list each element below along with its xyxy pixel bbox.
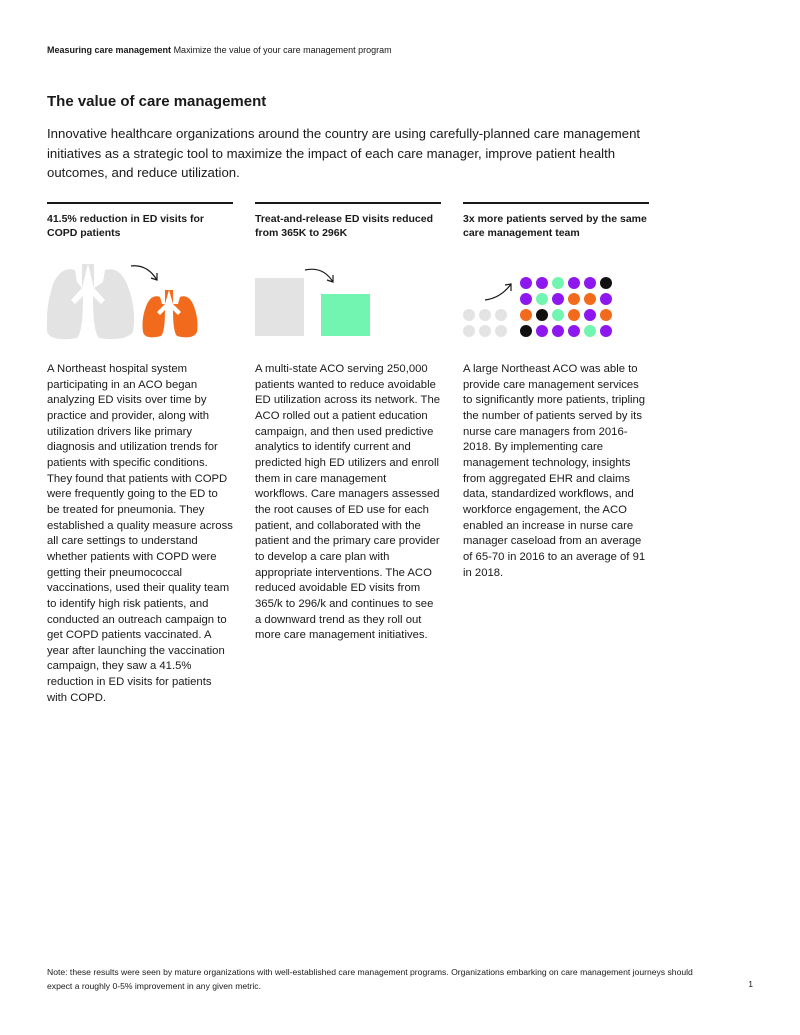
header-section: Measuring care management	[47, 45, 172, 55]
section-title: The value of care management	[47, 93, 267, 110]
stat-column-copd	[47, 202, 233, 704]
column-heading: 3x more patients served by the same care management team	[463, 213, 647, 239]
gray-square	[255, 278, 304, 336]
gray-dots	[463, 309, 507, 337]
stat-column-ed-visits	[255, 202, 441, 642]
arrow-icon	[485, 284, 511, 300]
column-body: A large Northeast ACO was able to provide care management services to significantly more patients, tripling the number of patients served by its nurse care managers from 2016-2018. By implementing care management technology, insights from aggregated EHR and claims data, standardized workflows, and workforce engagement, the ACO enabled an increase in nurse care manager caseload from an average of 65-70 in 2016 to an average of 91 in 2018.	[463, 363, 646, 579]
gray-lungs	[47, 264, 134, 339]
column-divider	[47, 202, 233, 204]
orange-lungs	[143, 290, 198, 337]
page-number: 1	[748, 979, 753, 989]
column-heading: 41.5% reduction in ED visits for COPD patients	[47, 213, 204, 239]
colored-dots	[520, 277, 612, 337]
column-heading: Treat-and-release ED visits reduced from 365K to 296K	[255, 213, 433, 239]
column-divider	[463, 202, 649, 204]
mint-square	[321, 294, 370, 336]
column-divider	[255, 202, 441, 204]
stat-column-patients	[463, 202, 649, 579]
dot-grid-icon	[463, 260, 649, 342]
bar-comparison-icon	[255, 260, 441, 342]
lungs-icon	[47, 260, 233, 342]
page-header	[47, 45, 392, 55]
header-subtitle: Maximize the value of your care management program	[173, 45, 392, 55]
footnote: Note: these results were seen by mature organizations with well-established care management programs. Organizations embarking on care management journeys should expect a roughly 0-5% improvement in any given metric.	[47, 967, 693, 991]
column-body: A Northeast hospital system participating in an ACO began analyzing ED visits over time by practice and provider, along with utilization drivers like primary diagnosis and utilization trends for patients with specific conditions. They found that patients with COPD were frequently going to the ED to be treated for pneumonia. They established a quality measure across all care settings to understand whether patients with COPD were getting their pneumococcal vaccinations, used their quality team to identify high risk patients, and conducted an outreach campaign to get COPD patients vaccinated. A year after launching the vaccination campaign, they saw a 41.5% reduction in ED visits for patients with COPD.	[47, 363, 233, 704]
column-body: A multi-state ACO serving 250,000 patients wanted to reduce avoidable ED utilization across its network. The ACO rolled out a patient education campaign, and then used predictive analytics to identify current and predicted high ED utilizers and enroll them in care management workflows. Care managers assessed the root causes of ED use for each patient, and collaborated with the patient and the primary care provider to develop a care plan with appropriate interventions. The ACO reduced avoidable ED visits from 365/k to 296/k and continues to see a downward trend as they roll out more care management initiatives.	[255, 363, 441, 642]
arrow-icon	[131, 266, 157, 280]
intro-paragraph: Innovative healthcare organizations around the country are using carefully-planned care management initiatives as a strategic tool to maximize the impact of each care manager, improve patient health outcomes, and reduce utilization.	[47, 126, 641, 180]
